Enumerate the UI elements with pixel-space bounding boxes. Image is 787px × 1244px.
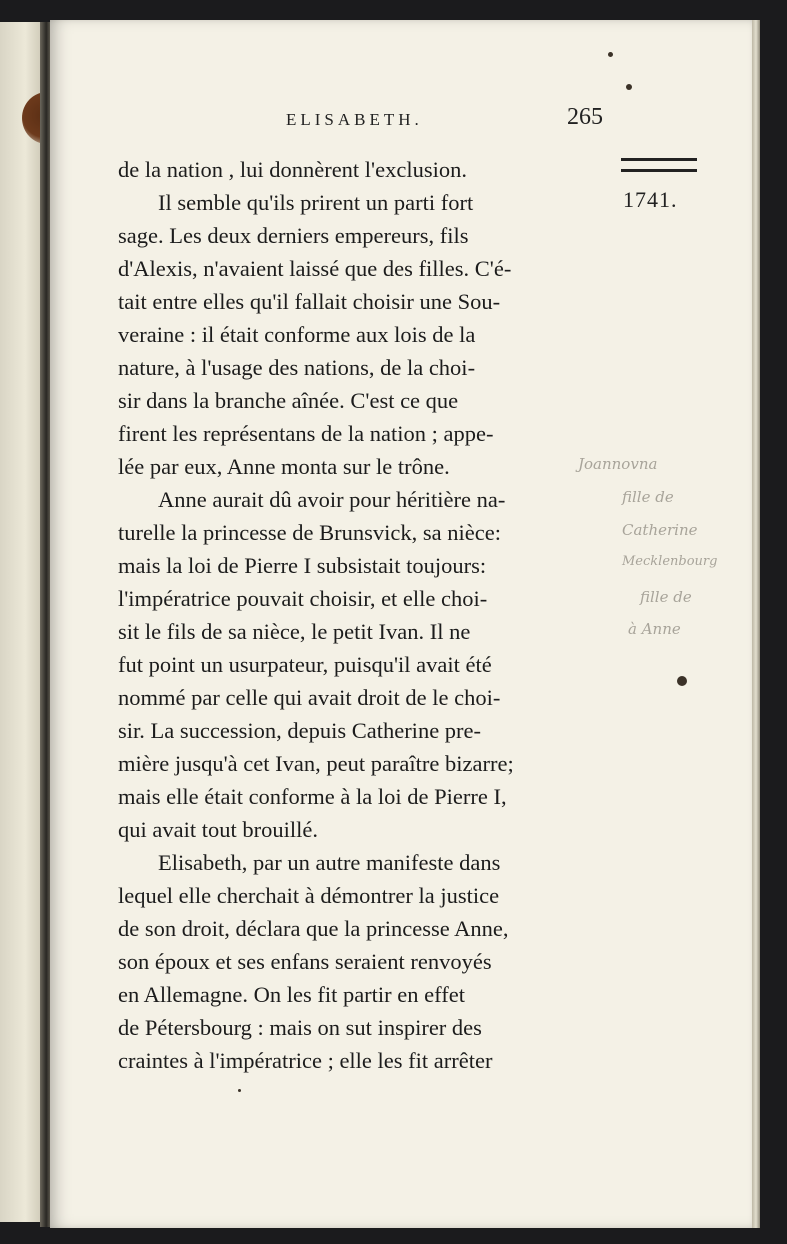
body-line: mais elle était conforme à la loi de Pierre I, bbox=[118, 784, 507, 809]
body-line: qui avait tout brouillé. bbox=[118, 817, 318, 842]
body-line: nommé par celle qui avait droit de le choi- bbox=[118, 685, 501, 710]
body-line: sage. Les deux derniers empereurs, fils bbox=[118, 223, 469, 248]
body-line: sit le fils de sa nièce, le petit Ivan. Il ne bbox=[118, 619, 471, 644]
body-line: veraine : il était conforme aux lois de la bbox=[118, 322, 476, 347]
body-line: mais la loi de Pierre I subsistait toujours: bbox=[118, 553, 487, 578]
body-line: de son droit, déclara que la princesse Anne, bbox=[118, 916, 509, 941]
speck bbox=[626, 84, 632, 90]
manuscript-note: fille de bbox=[640, 588, 692, 606]
body-line: mière jusqu'à cet Ivan, peut paraître bizarre; bbox=[118, 751, 514, 776]
manuscript-note: Mecklenbourg bbox=[622, 554, 718, 569]
manuscript-note: à Anne bbox=[628, 620, 681, 638]
body-line: Anne aurait dû avoir pour héritière na- bbox=[158, 487, 506, 512]
body-line: fut point un usurpateur, puisqu'il avait été bbox=[118, 652, 492, 677]
page-fore-edge bbox=[752, 20, 760, 1228]
body-line: sir. La succession, depuis Catherine pre- bbox=[118, 718, 482, 743]
body-line: turelle la princesse de Brunsvick, sa nièce: bbox=[118, 520, 501, 545]
body-line: firent les représentans de la nation ; appe- bbox=[118, 421, 494, 446]
body-line: son époux et ses enfans seraient renvoyés bbox=[118, 949, 492, 974]
body-line: tait entre elles qu'il fallait choisir une Sou- bbox=[118, 289, 501, 314]
manuscript-note: Catherine bbox=[622, 521, 698, 539]
body-line: craintes à l'impératrice ; elle les fit arrêter bbox=[118, 1048, 493, 1073]
page-number: 265 bbox=[567, 104, 603, 130]
body-line: d'Alexis, n'avaient laissé que des filles. C'é- bbox=[118, 256, 512, 281]
speck bbox=[677, 676, 687, 686]
body-line: Il semble qu'ils prirent un parti fort bbox=[158, 190, 474, 215]
manuscript-note: Joannovna bbox=[578, 455, 658, 473]
speck bbox=[238, 1089, 241, 1092]
line-filler-rule bbox=[621, 158, 697, 172]
body-line: de la nation , lui donnèrent l'exclusion. bbox=[118, 157, 467, 182]
body-line: en Allemagne. On les fit partir en effet bbox=[118, 982, 465, 1007]
left-page-edge bbox=[0, 22, 42, 1222]
running-header-title: ELISABETH. bbox=[286, 110, 423, 129]
manuscript-note: fille de bbox=[622, 488, 674, 506]
body-line: Elisabeth, par un autre manifeste dans bbox=[158, 850, 501, 875]
body-line: de Pétersbourg : mais on sut inspirer des bbox=[118, 1015, 482, 1040]
speck bbox=[608, 52, 613, 57]
body-line: lée par eux, Anne monta sur le trône. bbox=[118, 454, 450, 479]
margin-year: 1741. bbox=[623, 187, 678, 212]
body-line: nature, à l'usage des nations, de la choi- bbox=[118, 355, 476, 380]
body-line: l'impératrice pouvait choisir, et elle choi- bbox=[118, 586, 488, 611]
body-line: lequel elle cherchait à démontrer la justice bbox=[118, 883, 500, 908]
body-line: sir dans la branche aînée. C'est ce que bbox=[118, 388, 459, 413]
